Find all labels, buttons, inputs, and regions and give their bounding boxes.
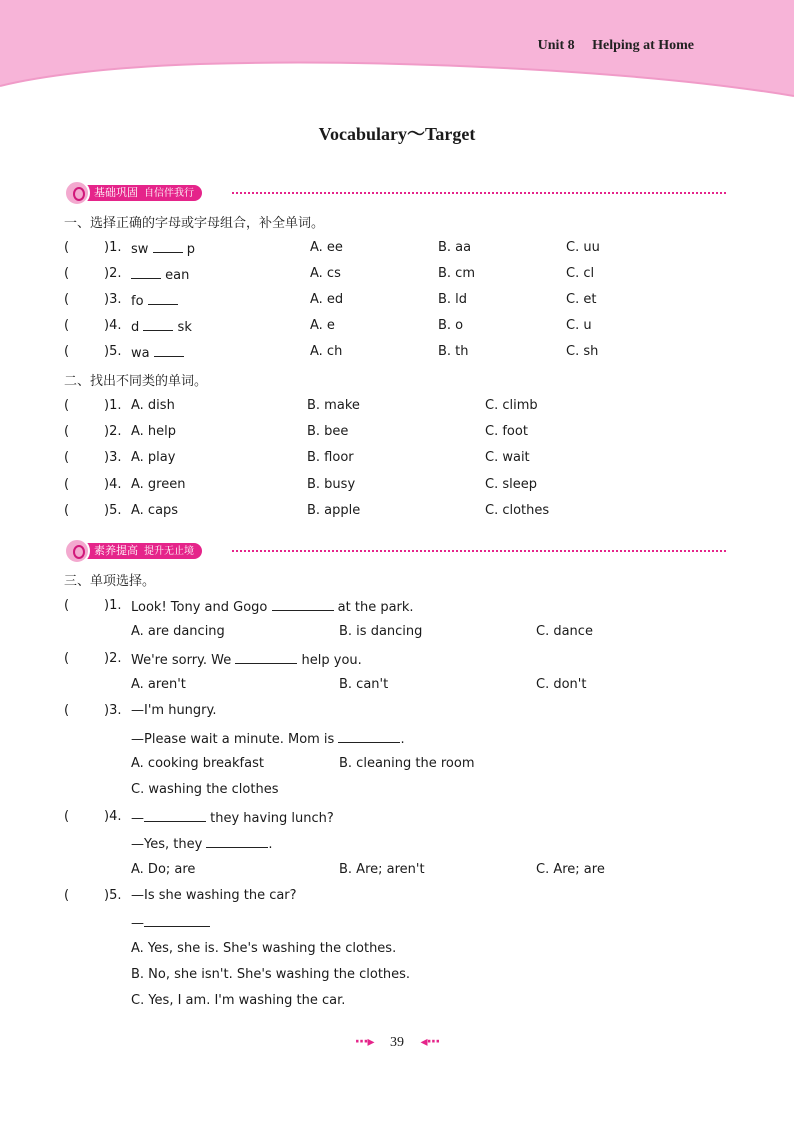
option-a: A. caps <box>131 503 179 518</box>
option-a: A. Yes, she is. She's washing the clothes. <box>131 941 397 956</box>
banner-label <box>80 185 202 201</box>
word-stem: ean <box>131 266 189 283</box>
word-stem: wa <box>131 344 184 361</box>
section-banner-advanced <box>64 542 202 560</box>
option-a: A. aren't <box>131 677 186 692</box>
question-5 <box>64 888 744 908</box>
item-number: )5. <box>104 503 122 518</box>
list-item <box>64 318 744 338</box>
option-b: B. cm <box>438 266 475 281</box>
answer-paren: ( <box>64 240 70 255</box>
option-b: B. make <box>307 398 360 413</box>
banner-sub: 自信伴我行 <box>144 188 194 199</box>
option-c: C. Yes, I am. I'm washing the car. <box>131 993 346 1008</box>
dialogue-line: —Yes, they . <box>131 837 273 852</box>
question-3-line2 <box>64 730 744 750</box>
option-b: B. No, she isn't. She's washing the clothes. <box>131 967 411 982</box>
mascot-icon <box>64 180 90 206</box>
question-2 <box>64 651 744 671</box>
option-b: B. bee <box>307 424 349 439</box>
question-3 <box>64 703 744 723</box>
question-stem: Look! Tony and Gogo at the park. <box>131 600 414 615</box>
answer-paren: ( <box>64 266 70 281</box>
answer-blank <box>272 598 334 611</box>
answer-paren: ( <box>64 888 70 903</box>
option-c: C. sh <box>566 344 599 359</box>
option-c: C. cl <box>566 266 595 281</box>
list-item <box>64 240 744 260</box>
question-5-line2 <box>64 914 744 934</box>
option-a: A. cs <box>310 266 341 281</box>
item-number: )1. <box>104 240 122 255</box>
answer-blank <box>143 318 173 331</box>
option-c: C. uu <box>566 240 600 255</box>
option-c: C. u <box>566 318 592 333</box>
option-a: A. ch <box>310 344 343 359</box>
banner-label <box>80 543 202 559</box>
option-b: B. floor <box>307 450 354 465</box>
option-c: C. wait <box>485 450 530 465</box>
item-number: )4. <box>104 809 122 824</box>
answer-paren: ( <box>64 292 70 307</box>
banner-main: 素养提高 <box>94 544 138 557</box>
option-a: A. are dancing <box>131 624 225 639</box>
option-a: A. green <box>131 477 186 492</box>
item-number: )3. <box>104 292 122 307</box>
answer-paren: ( <box>64 503 70 518</box>
answer-blank <box>153 240 183 253</box>
answer-paren: ( <box>64 318 70 333</box>
section-banner-basic <box>64 184 202 202</box>
page-footer <box>0 1034 794 1051</box>
answer-paren: ( <box>64 651 70 666</box>
dialogue-line: — <box>131 914 210 931</box>
list-item <box>64 477 744 497</box>
answer-paren: ( <box>64 703 70 718</box>
footer-left-arrow-icon: ···▸ <box>354 1034 374 1050</box>
list-item <box>64 424 744 444</box>
question-4-line2 <box>64 835 744 855</box>
word-stem: fo <box>131 292 178 309</box>
footer-right-arrow-icon: ◂··· <box>420 1034 440 1050</box>
dialogue-line: —I'm hungry. <box>131 703 217 718</box>
page-number: 39 <box>390 1035 404 1050</box>
answer-paren: ( <box>64 424 70 439</box>
answer-paren: ( <box>64 450 70 465</box>
word-stem: d sk <box>131 320 192 335</box>
option-b: B. busy <box>307 477 356 492</box>
item-number: )3. <box>104 703 122 718</box>
answer-blank <box>154 344 184 357</box>
option-c: C. washing the clothes <box>131 782 279 797</box>
option-c: C. climb <box>485 398 538 413</box>
option-c: C. et <box>566 292 597 307</box>
option-b: B. o <box>438 318 464 333</box>
item-number: )2. <box>104 651 122 666</box>
mascot-icon <box>64 538 90 564</box>
header-unit: Unit 8 <box>537 38 575 53</box>
option-b: B. aa <box>438 240 472 255</box>
item-number: )5. <box>104 344 122 359</box>
list-item <box>64 344 744 364</box>
answer-blank <box>131 266 161 279</box>
answer-blank <box>338 730 400 743</box>
question-options <box>64 862 744 882</box>
dialogue-line: — they having lunch? <box>131 811 334 826</box>
option-c: C. foot <box>485 424 528 439</box>
question-options <box>64 756 744 776</box>
question-options <box>64 993 744 1013</box>
option-b: B. th <box>438 344 469 359</box>
item-number: )1. <box>104 398 122 413</box>
answer-blank <box>144 809 206 822</box>
question-options <box>64 941 744 961</box>
option-a: A. play <box>131 450 176 465</box>
option-a: A. dish <box>131 398 175 413</box>
section1-heading: 一、选择正确的字母或字母组合，补全单词。 <box>64 216 325 231</box>
question-options <box>64 677 744 697</box>
answer-blank <box>235 651 297 664</box>
answer-paren: ( <box>64 477 70 492</box>
item-number: )3. <box>104 450 122 465</box>
item-number: )1. <box>104 598 122 613</box>
question-stem: We're sorry. We help you. <box>131 653 362 668</box>
running-header <box>538 38 694 54</box>
option-c: C. sleep <box>485 477 537 492</box>
dialogue-line: —Is she washing the car? <box>131 888 297 903</box>
banner-divider <box>232 550 726 552</box>
list-item <box>64 292 744 312</box>
option-c: C. Are; are <box>536 862 605 877</box>
word-stem: sw p <box>131 242 195 257</box>
banner-divider <box>232 192 726 194</box>
list-item <box>64 503 744 523</box>
answer-paren: ( <box>64 598 70 613</box>
list-item <box>64 450 744 470</box>
item-number: )4. <box>104 477 122 492</box>
header-title: Helping at Home <box>592 38 694 53</box>
question-options <box>64 782 744 802</box>
answer-paren: ( <box>64 809 70 824</box>
dialogue-line: —Please wait a minute. Mom is . <box>131 732 405 747</box>
item-number: )2. <box>104 266 122 281</box>
question-4 <box>64 809 744 829</box>
option-b: B. ld <box>438 292 468 307</box>
option-a: A. ed <box>310 292 344 307</box>
option-b: B. apple <box>307 503 361 518</box>
answer-paren: ( <box>64 344 70 359</box>
item-number: )2. <box>104 424 122 439</box>
answer-blank <box>206 835 268 848</box>
banner-sub: 提升无止境 <box>144 546 194 557</box>
answer-blank <box>144 914 210 927</box>
item-number: )5. <box>104 888 122 903</box>
option-b: B. cleaning the room <box>339 756 475 771</box>
option-a: A. e <box>310 318 335 333</box>
section3-heading: 三、单项选择。 <box>64 574 156 589</box>
option-a: A. Do; are <box>131 862 196 877</box>
question-1 <box>64 598 744 618</box>
list-item <box>64 398 744 418</box>
option-b: B. Are; aren't <box>339 862 425 877</box>
question-options <box>64 624 744 644</box>
answer-blank <box>148 292 178 305</box>
option-a: A. cooking breakfast <box>131 756 264 771</box>
page-title: Vocabulary～Target <box>318 124 476 144</box>
option-b: B. can't <box>339 677 389 692</box>
question-options <box>64 967 744 987</box>
option-c: C. clothes <box>485 503 550 518</box>
option-b: B. is dancing <box>339 624 423 639</box>
option-c: C. don't <box>536 677 587 692</box>
option-c: C. dance <box>536 624 593 639</box>
item-number: )4. <box>104 318 122 333</box>
option-a: A. help <box>131 424 177 439</box>
option-a: A. ee <box>310 240 343 255</box>
banner-main: 基础巩固 <box>94 186 138 199</box>
list-item <box>64 266 744 286</box>
answer-paren: ( <box>64 398 70 413</box>
section2-heading: 二、找出不同类的单词。 <box>64 374 208 389</box>
